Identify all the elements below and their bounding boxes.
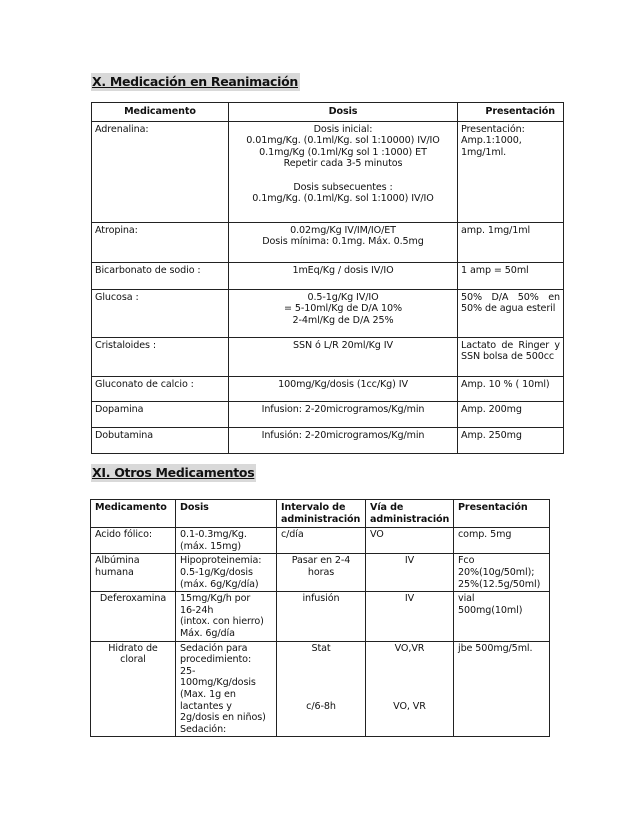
drug-cell: Atropina: bbox=[92, 222, 229, 262]
dose-cell: Sedación para procedimiento: 25- 100mg/Kg/dosis (Max. 1g en lactantes y 2g/dosis en niños) Sedación: bbox=[176, 641, 277, 737]
drug-cell: Glucosa : bbox=[92, 289, 229, 337]
header-via: Vía de administración bbox=[366, 500, 454, 528]
table-header-row bbox=[91, 500, 550, 528]
header-intervalo: Intervalo de administración bbox=[277, 500, 366, 528]
dose-cell: 1mEq/Kg / dosis IV/IO bbox=[229, 262, 458, 289]
table-row bbox=[92, 427, 564, 453]
table-row bbox=[91, 641, 550, 737]
header-dosis: Dosis bbox=[229, 103, 458, 122]
table-header-row bbox=[92, 103, 564, 122]
dose-cell: 0.1-0.3mg/Kg. (máx. 15mg) bbox=[176, 528, 277, 554]
dose-cell: 15mg/Kg/h por 16-24h (intox. con hierro) Máx. 6g/día bbox=[176, 592, 277, 641]
section-x-title: X. Medicación en Reanimación bbox=[92, 74, 298, 89]
dose-cell: 100mg/Kg/dosis (1cc/Kg) IV bbox=[229, 376, 458, 401]
presentation-cell: comp. 5mg bbox=[454, 528, 550, 554]
table-row bbox=[91, 592, 550, 641]
dose-cell: Infusión: 2-20microgramos/Kg/min bbox=[229, 427, 458, 453]
header-medicamento: Medicamento bbox=[91, 500, 176, 528]
section-xi-title: XI. Otros Medicamentos bbox=[92, 465, 255, 480]
interval-cell: Pasar en 2-4 horas bbox=[277, 554, 366, 592]
drug-cell: Bicarbonato de sodio : bbox=[92, 262, 229, 289]
dose-cell: 0.5-1g/Kg IV/IO = 5-10ml/Kg de D/A 10% 2-4ml/Kg de D/A 25% bbox=[229, 289, 458, 337]
presentation-cell: Amp. 10 % ( 10ml) bbox=[458, 376, 564, 401]
interval-cell: c/día bbox=[277, 528, 366, 554]
header-presentacion: Presentación bbox=[458, 103, 564, 122]
dose-cell: Infusion: 2-20microgramos/Kg/min bbox=[229, 401, 458, 427]
dose-cell: SSN ó L/R 20ml/Kg IV bbox=[229, 337, 458, 376]
drug-cell: Acido fólico: bbox=[91, 528, 176, 554]
route-cell: IV bbox=[366, 592, 454, 641]
presentation-cell: 50% D/A 50% en 50% de agua esteril bbox=[458, 289, 564, 337]
table-row bbox=[92, 401, 564, 427]
presentation-cell: vial 500mg(10ml) bbox=[454, 592, 550, 641]
presentation-cell: Presentación: Amp.1:1000, 1mg/1ml. bbox=[458, 121, 564, 222]
table-row bbox=[92, 262, 564, 289]
drug-cell: Gluconato de calcio : bbox=[92, 376, 229, 401]
presentation-cell: Amp. 200mg bbox=[458, 401, 564, 427]
table-row bbox=[92, 376, 564, 401]
header-presentacion: Presentación bbox=[454, 500, 550, 528]
drug-cell: Hidrato de cloral bbox=[91, 641, 176, 737]
drug-cell: Cristaloides : bbox=[92, 337, 229, 376]
table-row bbox=[91, 528, 550, 554]
presentation-cell: jbe 500mg/5ml. bbox=[454, 641, 550, 737]
drug-cell: Dobutamina bbox=[92, 427, 229, 453]
table-row bbox=[92, 121, 564, 222]
header-dosis: Dosis bbox=[176, 500, 277, 528]
table-row bbox=[92, 289, 564, 337]
presentation-cell: Fco 20%(10g/50ml); 25%(12.5g/50ml) bbox=[454, 554, 550, 592]
dose-cell: Hipoproteinemia: 0.5-1g/Kg/dosis (máx. 6g/Kg/día) bbox=[176, 554, 277, 592]
other-medications-table bbox=[90, 499, 550, 737]
dose-cell: Dosis inicial: 0.01mg/Kg. (0.1ml/Kg. sol 1:10000) IV/IO 0.1mg/Kg (0.1ml/Kg sol 1 :1000) ET Repetir cada 3-5 minutos Dosis subsecuentes : 0.1mg/Kg. (0.1ml/Kg. sol 1:1000) IV/IO bbox=[229, 121, 458, 222]
route-cell: VO bbox=[366, 528, 454, 554]
interval-cell: Stat c/6-8h bbox=[277, 641, 366, 737]
drug-cell: Albúmina humana bbox=[91, 554, 176, 592]
route-cell: VO,VR VO, VR bbox=[366, 641, 454, 737]
drug-cell: Adrenalina: bbox=[92, 121, 229, 222]
table-row bbox=[92, 337, 564, 376]
route-cell: IV bbox=[366, 554, 454, 592]
presentation-cell: amp. 1mg/1ml bbox=[458, 222, 564, 262]
drug-cell: Deferoxamina bbox=[91, 592, 176, 641]
interval-cell: infusión bbox=[277, 592, 366, 641]
table-row bbox=[92, 222, 564, 262]
presentation-cell: Amp. 250mg bbox=[458, 427, 564, 453]
presentation-cell: Lactato de Ringer y SSN bolsa de 500cc bbox=[458, 337, 564, 376]
resuscitation-medication-table bbox=[91, 102, 564, 454]
dose-cell: 0.02mg/Kg IV/IM/IO/ET Dosis mínima: 0.1mg. Máx. 0.5mg bbox=[229, 222, 458, 262]
drug-cell: Dopamina bbox=[92, 401, 229, 427]
presentation-cell: 1 amp = 50ml bbox=[458, 262, 564, 289]
table-row bbox=[91, 554, 550, 592]
header-medicamento: Medicamento bbox=[92, 103, 229, 122]
